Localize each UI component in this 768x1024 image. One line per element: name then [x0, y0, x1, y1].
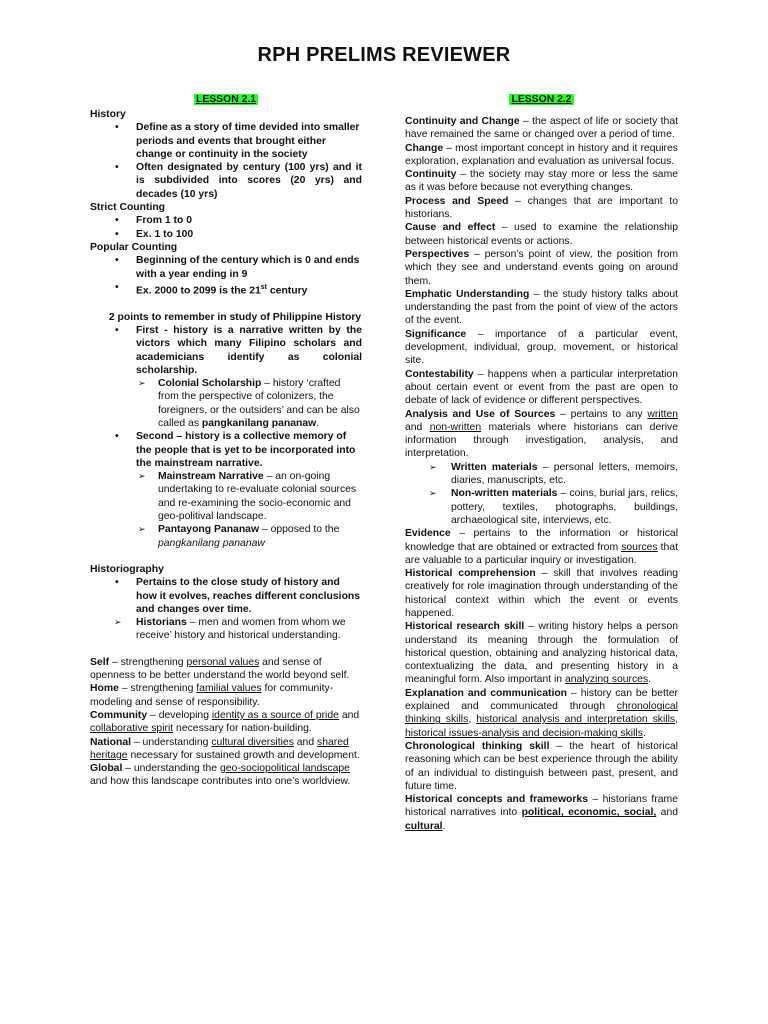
text: – understanding the [122, 763, 220, 775]
text: Ex. 2000 to 2099 is the 21 [136, 285, 261, 297]
bold-term: mainstream narrative [154, 457, 260, 469]
page-title: RPH PRELIMS REVIEWER [257, 44, 511, 66]
paragraph-research [405, 620, 678, 686]
list-item [90, 430, 362, 470]
section-heading-points: 2 points to remember in study of Philippine History [108, 311, 362, 323]
materials-list [405, 461, 678, 527]
text: (100 yrs) and it is subdivided into [136, 162, 363, 187]
text: – strengthening [109, 656, 187, 668]
strict-list [90, 214, 362, 241]
bold-term: Change [405, 142, 444, 154]
bold-term: Perspectives [405, 248, 470, 260]
section-heading-historiography: Historiography [90, 563, 164, 575]
bold-term: Contestability [405, 368, 474, 380]
paragraph-comprehension [405, 567, 678, 620]
list-item: • Pertains to the close study of history and how it evolves, reaches different conclusions and changes over time. [90, 576, 362, 616]
bold-term: Historians [136, 617, 187, 629]
text: and [405, 421, 430, 433]
paragraph-national [90, 736, 362, 763]
text: – coins, burial jars, relics, pottery, textiles, photographs, buildings, archaeological site, interviews, etc. [451, 488, 678, 526]
paragraph-evidence [405, 527, 678, 567]
paragraph-change [405, 142, 678, 169]
bold-term: Mainstream Narrative [158, 471, 264, 483]
text: materials where historians can derive information through investigation, analysis, and interpretation. [405, 421, 678, 460]
text: – history ‘crafted from the perspective of colonizers, the foreigners, or the outsiders’ and can be also called as [158, 378, 360, 429]
text: , [468, 714, 477, 726]
bold-term: Written materials [451, 461, 538, 473]
text: (20 yrs) and [280, 175, 363, 187]
list-item: • From 1 to 0 [90, 214, 362, 227]
text: and sense of openness to be better understand the world beyond self. [90, 656, 350, 682]
text: (10 yrs) [177, 188, 218, 200]
text: that are valuable to a particular inquiry or investigation. [405, 541, 679, 566]
paragraph-process [405, 195, 678, 222]
lesson-label: LESSON 2.2 [511, 94, 572, 105]
bold-term: Process and Speed [405, 195, 509, 207]
text: – an on-going undertaking to re-evaluate colonial sources and re-examining the socio-economic and geo-politival landscape. [158, 471, 357, 523]
bold-term: colonial scholarship [136, 351, 362, 376]
text: – historians frame historical narratives into [405, 794, 678, 819]
text: . [442, 820, 446, 832]
bold-term: decades [136, 188, 178, 200]
text: – strengthening [118, 683, 197, 695]
paragraph-perspectives [405, 248, 678, 288]
text: – understanding [131, 736, 212, 748]
text: – pertains to the information or historical knowledge that are obtained or extracted from [405, 528, 678, 553]
bold-term: Historical research skill [405, 621, 525, 633]
text: – the heart of historical reasoning which can be best experience through the ability of an individual to distinguish between past, present, and future time. [405, 740, 678, 792]
text: , [675, 714, 679, 726]
bold-term: Evidence [405, 528, 451, 540]
bold-term: Emphatic Understanding [405, 288, 530, 300]
text: – person’s point of view, the position from which they see and understand events going on around them. [405, 248, 678, 287]
lesson-label: LESSON 2.1 [195, 94, 257, 105]
paragraph-chronological [405, 740, 678, 793]
paragraph-explanation [405, 687, 678, 740]
text: – the study history talks about understanding the past from the point of view of the actors of the event. [405, 288, 678, 327]
points-list [90, 324, 362, 550]
sub-list-item [405, 461, 678, 488]
paragraph-home [90, 682, 362, 709]
bold-term: Second [136, 431, 174, 443]
list-item-text: Define as a story of time devided into smaller periods and events that brought either change or continuity in the society [136, 122, 360, 160]
underlined-term: collaborative spirit [90, 723, 174, 735]
paragraph-significance [405, 328, 678, 368]
text: for community-modeling and sense of responsibility. [90, 683, 334, 708]
text: Often designated by [136, 162, 243, 174]
text: necessary for sustained growth and development. [127, 749, 360, 761]
text: – history can be better explained and communicated through [405, 687, 678, 713]
bold-term: National [90, 736, 131, 748]
text: . [316, 418, 320, 429]
bold-term: Pantayong Pananaw [158, 524, 260, 536]
bold-term: Self [90, 656, 110, 668]
bold-term: century [242, 162, 281, 174]
text: and [656, 807, 678, 819]
list-item [90, 121, 362, 161]
paragraph-emphatic [405, 288, 678, 328]
sub-list-item [90, 616, 362, 643]
text: - history is a narrative written by the victors which many Filipino scholars and academicians identify as [136, 324, 362, 363]
bold-term: Continuity and Change [405, 116, 520, 127]
bold-term: First [136, 324, 159, 336]
sub-list-item [90, 470, 362, 523]
list-item [90, 281, 362, 298]
text: – the aspect of life or society that have remained the same or changed over a period of time. [405, 116, 679, 141]
paragraph-self [90, 656, 362, 683]
paragraph-community [90, 709, 362, 736]
paragraph-analysis [405, 408, 678, 461]
underlined-term: analyzing sources [564, 674, 649, 686]
underlined-term: cultural [405, 820, 443, 832]
underlined-term: sources [621, 541, 658, 553]
text: – changes that are important to historians. [405, 195, 678, 221]
bold-term: Analysis and Use of Sources [405, 408, 556, 420]
text: – developing [147, 709, 212, 721]
text: and [293, 736, 318, 748]
text: – used to examine the relationship between historical events or actions. [405, 222, 678, 247]
underlined-term: chronological thinking skills [405, 701, 678, 726]
bold-term: Cause and effect [405, 222, 496, 234]
list-item [90, 324, 362, 377]
underlined-term: identity as a source of pride [211, 709, 339, 721]
text: – history is a collective memory of the people that is yet to be incorporated into the [136, 431, 356, 469]
text: – importance of a particular event, development, individual, group, movement, or historical site. [405, 328, 678, 367]
underlined-term: shared heritage [90, 736, 349, 761]
superscript: st [260, 283, 267, 291]
lesson-heading [90, 93, 362, 107]
text: and how this landscape contributes into one’s worldview. [90, 776, 351, 788]
section-heading-strict: Strict Counting [90, 202, 166, 214]
lesson-heading [405, 93, 678, 107]
list-item: • Ex. 1 to 100 [90, 228, 362, 241]
bold-term: Non-written materials [451, 488, 558, 500]
paragraph-concepts [405, 793, 678, 833]
text: – skill that involves reading creatively for role imagination through understanding of the historical context within which the event or events happened. [405, 568, 679, 619]
paragraph-contestability [405, 368, 678, 408]
text: – pertains to any [555, 408, 648, 420]
bold-term: Chronological thinking skill [405, 740, 550, 752]
paragraph-continuity [405, 168, 678, 195]
underlined-term: non-written [429, 421, 482, 433]
text: and [338, 709, 360, 721]
underlined-term: geo-sociopolitical landscape [219, 763, 350, 775]
bold-term: scores [247, 175, 281, 187]
paragraph-continuity-change [405, 115, 678, 142]
sub-list-item [405, 487, 678, 527]
underlined-term: cultural diversities [211, 736, 294, 748]
bold-term: Historical comprehension [405, 568, 536, 580]
bold-term: Explanation and communication [405, 687, 568, 699]
text: – opposed to the [259, 524, 340, 536]
text: necessary for nation-building. [173, 723, 312, 735]
text: – happens when a particular interpretation about certain event or event from the past are open to debate of lack of evidence or different perspectives. [405, 368, 678, 407]
text: – writing history helps a person understand its meaning through the formulation of historical question, obtaining and analyzing historical data, contextualizing the data, and presenting history in a meaningful form. Also important in [405, 621, 679, 686]
underlined-term: political, economic, social, [521, 807, 657, 819]
popular-list [90, 254, 362, 297]
text: – most important concept in history and it requires exploration, explanation and evaluation as universal focus. [405, 142, 678, 167]
bold-term: Significance [405, 328, 467, 340]
history-list [90, 121, 362, 201]
underlined-term: personal values [186, 656, 260, 668]
text: . [259, 457, 263, 469]
right-column [405, 93, 678, 833]
underlined-term: familial values [196, 683, 262, 695]
bold-term: Colonial Scholarship [158, 378, 262, 390]
bold-term: Home [90, 683, 119, 695]
section-heading-popular: Popular Counting [90, 241, 178, 253]
bold-term: Global [90, 763, 123, 775]
underlined-term: historical analysis and interpretation skills [476, 714, 676, 726]
text: – the society may stay more or less the same as it was before because not everything changes. [405, 169, 678, 194]
section-heading-history: History [90, 109, 126, 120]
text: . [194, 364, 198, 376]
paragraph-global [90, 762, 362, 789]
italic-term: pangkanilang pananaw [158, 537, 265, 549]
bold-term: pangkanilang pananaw [201, 418, 317, 429]
paragraph-cause [405, 221, 678, 248]
text: century [267, 285, 308, 297]
text: . [648, 674, 652, 686]
list-item [90, 161, 362, 201]
list-item: • Beginning of the century which is 0 and ends with a year ending in 9 [90, 254, 362, 281]
bold-term: Continuity [405, 169, 457, 181]
underlined-term: historical issues-analysis and decision-making skills [405, 727, 643, 739]
sub-list-item [90, 377, 362, 430]
bold-term: Community [90, 709, 148, 721]
sub-list-item [90, 523, 362, 550]
left-column [90, 93, 362, 789]
text: – personal letters, memoirs, diaries, manuscripts, etc. [451, 461, 678, 487]
historiography-list [90, 576, 362, 642]
text: . [642, 727, 646, 739]
bold-term: Historical concepts and frameworks [405, 794, 588, 806]
text: – men and women from whom we receive’ history and historical understanding. [136, 617, 346, 642]
underlined-term: written [647, 408, 678, 420]
